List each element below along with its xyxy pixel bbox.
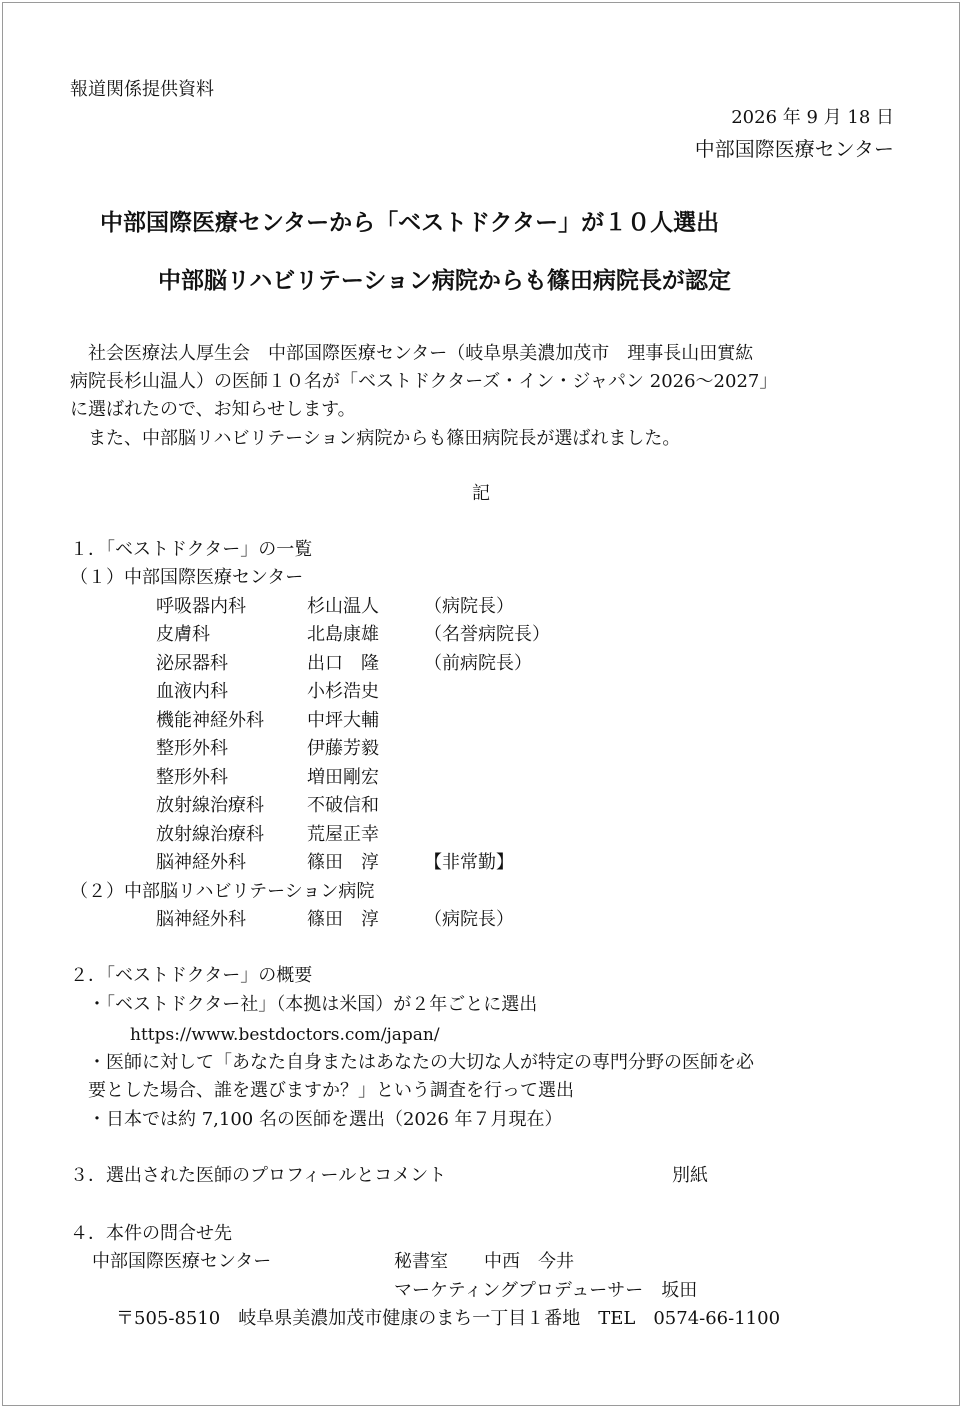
attachment-note: 別紙	[672, 1165, 708, 1186]
doctor-name: 増田剛宏	[307, 767, 379, 788]
section2-heading: ２．「ベストドクター」の概要	[70, 965, 313, 986]
bestdoctors-url: https://www.bestdoctors.com/japan/	[130, 1025, 440, 1045]
doctor-dept: 脳神経外科	[156, 852, 246, 873]
doctor-dept: 放射線治療科	[156, 824, 264, 845]
doctor-note: （病院長）	[424, 596, 514, 617]
intro-line-3: に選ばれたので、お知らせします。	[70, 399, 356, 420]
doctor-name: 小杉浩史	[307, 681, 379, 702]
contact-address: 〒505-8510 岐阜県美濃加茂市健康のまち一丁目１番地 TEL 0574-66-1100	[116, 1308, 781, 1329]
doctor-name: 北島康雄	[307, 624, 379, 645]
doctor-dept: 皮膚科	[156, 624, 210, 645]
header-organization: 中部国際医療センター	[694, 137, 894, 161]
intro-line-4: また、中部脳リハビリテーション病院からも篠田病院長が選ばれました。	[88, 428, 681, 449]
section2-bullet-3: ・日本では約 7,100 名の医師を選出（2026 年７月現在）	[88, 1109, 563, 1130]
doctor-dept: 脳神経外科	[156, 909, 246, 930]
contact-marketing: マーケティングプロデューサー 坂田	[394, 1280, 698, 1301]
release-date: 2026 年 9 月 18 日	[731, 107, 894, 128]
doctor-dept: 整形外科	[156, 767, 228, 788]
doctor-dept: 機能神経外科	[156, 710, 264, 731]
section2-bullet-2a: ・医師に対して「あなた自身またはあなたの大切な人が特定の専門分野の医師を必	[88, 1052, 754, 1073]
contact-secretary: 秘書室 中西 今井	[394, 1251, 574, 1272]
doctor-name: 伊藤芳毅	[307, 738, 379, 759]
doctor-note: （前病院長）	[424, 653, 532, 674]
doctor-dept: 血液内科	[156, 681, 228, 702]
doctor-note: 【非常勤】	[424, 852, 514, 873]
press-label: 報道関係提供資料	[70, 79, 214, 100]
doctor-name: 不破信和	[307, 795, 379, 816]
section2-bullet-1: ・「ベストドクター社」（本拠は米国）が２年ごとに選出	[88, 994, 538, 1015]
section1-heading: １．「ベストドクター」の一覧	[70, 539, 313, 560]
doctor-dept: 泌尿器科	[156, 653, 228, 674]
doctor-note: （名誉病院長）	[424, 624, 550, 645]
section1-sub1: （１）中部国際医療センター	[70, 567, 304, 588]
ki-marker: 記	[472, 483, 490, 504]
section2-bullet-2b: 要とした場合、誰を選びますか？」という調査を行って選出	[88, 1080, 574, 1101]
doctor-name: 出口 隆	[307, 653, 379, 674]
doctor-name: 中坪大輔	[307, 710, 379, 731]
contact-organization: 中部国際医療センター	[92, 1251, 272, 1272]
sub-title: 中部脳リハビリテーション病院からも篠田病院長が認定	[158, 268, 731, 294]
doctor-dept: 呼吸器内科	[156, 596, 246, 617]
doctor-name: 荒屋正幸	[307, 824, 379, 845]
intro-line-2: 病院長杉山温人）の医師１０名が「ベストドクターズ・イン・ジャパン 2026～2027」	[70, 371, 778, 392]
doctor-name: 篠田 淳	[307, 852, 379, 873]
doctor-name: 杉山温人	[307, 596, 379, 617]
section3-heading: ３．選出された医師のプロフィールとコメント	[70, 1165, 447, 1186]
doctor-dept: 整形外科	[156, 738, 228, 759]
doctor-dept: 放射線治療科	[156, 795, 264, 816]
section1-sub2: （２）中部脳リハビリテーション病院	[70, 881, 375, 902]
intro-line-1: 社会医療法人厚生会 中部国際医療センター（岐阜県美濃加茂市 理事長山田實紘	[88, 343, 754, 364]
doctor-name: 篠田 淳	[307, 909, 379, 930]
doctor-note: （病院長）	[424, 909, 514, 930]
section4-heading: ４．本件の問合せ先	[70, 1223, 232, 1244]
main-title: 中部国際医療センターから「ベストドクター」が１０人選出	[100, 210, 720, 236]
